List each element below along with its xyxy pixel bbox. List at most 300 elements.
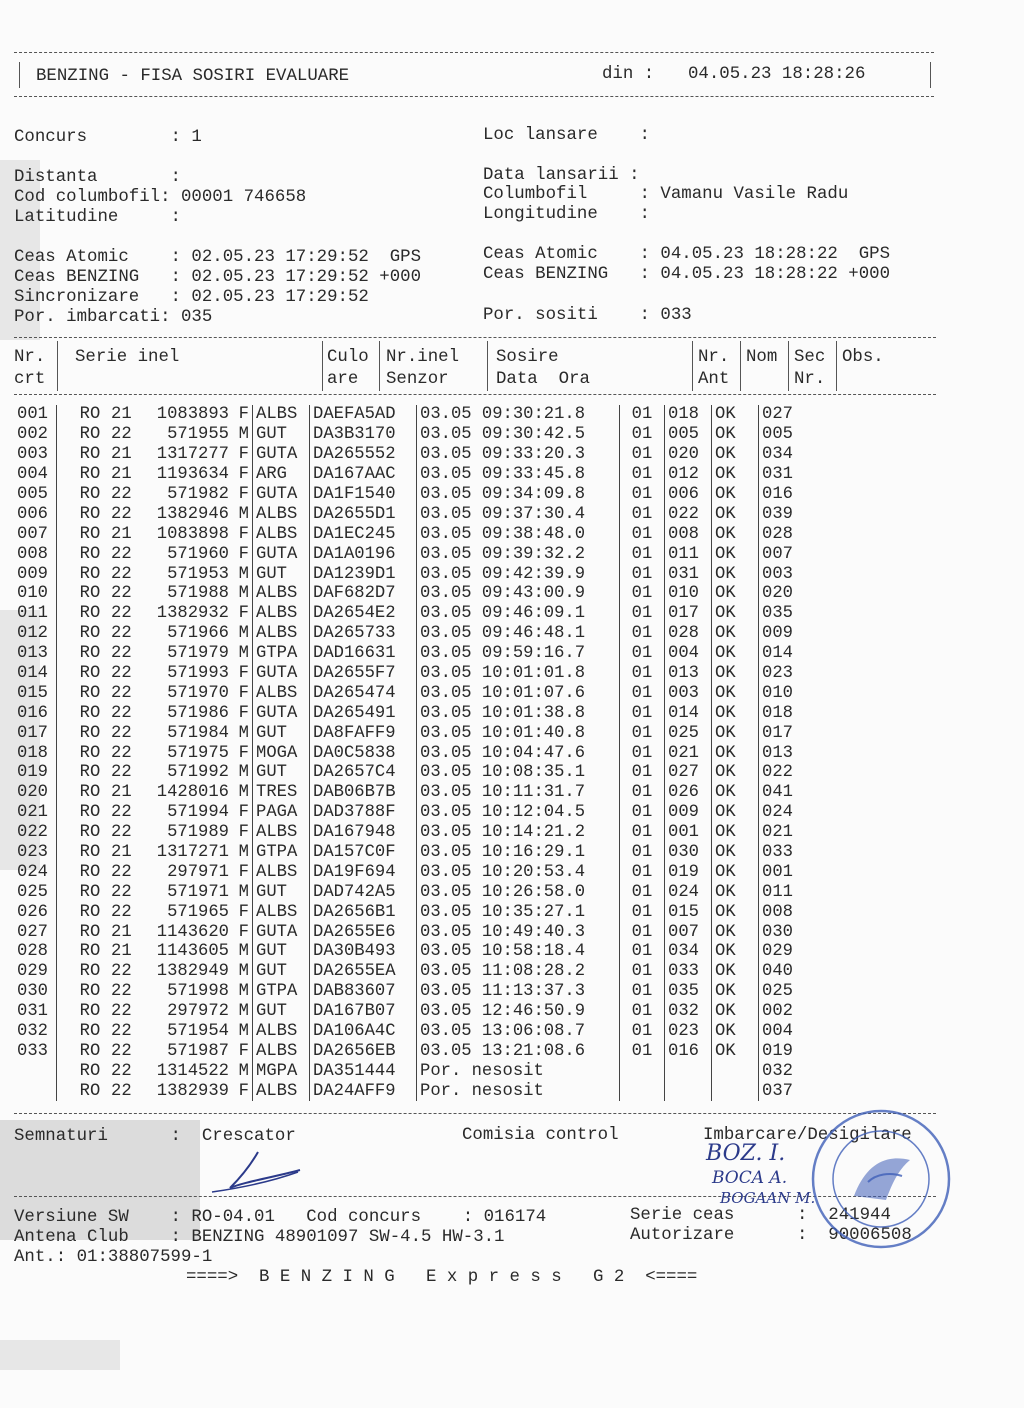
cell-sex: F — [232, 445, 253, 465]
cell-nom: 001 — [665, 823, 712, 843]
cell-antenna: 01 — [620, 882, 665, 902]
cell-obs: 017 — [762, 723, 793, 743]
cell-nom: 011 — [665, 544, 712, 564]
hdr-sep — [788, 341, 789, 391]
col-header-crt: crt — [14, 370, 46, 389]
hdr-sep — [487, 341, 488, 391]
cell-nom: 024 — [665, 882, 712, 902]
cell-row-number: 021 — [14, 803, 57, 823]
header-border-right — [930, 62, 931, 88]
cell-nom: 019 — [665, 862, 712, 882]
cell-section-status: OK — [712, 544, 759, 564]
table-row — [14, 703, 825, 723]
autorizare: Autorizare : 90006508 — [630, 1226, 912, 1245]
cell-ring-country: RO — [79, 405, 101, 425]
cell-ring-country: RO — [79, 664, 101, 684]
cell-ring-year: 22 — [111, 1002, 132, 1022]
cell-color: ALBS — [253, 624, 310, 644]
cell-sex: F — [232, 604, 253, 624]
cell-obs: 002 — [762, 1002, 793, 1022]
columbofil: Columbofil : Vamanu Vasile Radu — [483, 185, 849, 204]
cell-arrival-time: 03.05 10:12:04.5 — [417, 803, 620, 823]
cell-sex: F — [232, 465, 253, 485]
table-row — [14, 982, 825, 1002]
cell-antenna: 01 — [620, 843, 665, 863]
table-row — [14, 624, 825, 644]
cell-section-status: OK — [712, 803, 759, 823]
cell-nom: 022 — [665, 504, 712, 524]
cell-nom: 015 — [665, 902, 712, 922]
handwritten-name-3: BOGAAN M. — [720, 1189, 816, 1207]
cell-ring-country: RO — [79, 544, 101, 564]
cell-ring-number: 1317277 — [156, 445, 229, 465]
cell-ring-country: RO — [79, 524, 101, 544]
cell-obs: 030 — [762, 922, 793, 942]
cell-nom: 031 — [665, 564, 712, 584]
cell-row-number: 030 — [14, 982, 57, 1002]
col-header-nom: Nom — [746, 348, 778, 367]
table-row — [14, 504, 825, 524]
cell-ring-year: 21 — [111, 843, 132, 863]
cell-sensor-id: DA8FAFF9 — [310, 723, 417, 743]
cell-sensor-id: DA167948 — [310, 823, 417, 843]
cell-arrival-time: 03.05 09:33:45.8 — [417, 465, 620, 485]
cell-arrival-time: 03.05 11:08:28.2 — [417, 962, 620, 982]
cell-ring-country: RO — [79, 902, 101, 922]
cell-ring-number: 571993 — [167, 664, 229, 684]
cell-row-number: 010 — [14, 584, 57, 604]
cell-sensor-id: DA19F694 — [310, 862, 417, 882]
cell-ring-country: RO — [79, 982, 101, 1002]
cell-row-number: 003 — [14, 445, 57, 465]
cell-obs: 020 — [762, 584, 793, 604]
cell-nom: 004 — [665, 644, 712, 664]
cell-obs: 029 — [762, 942, 793, 962]
cell-ring-number: 297972 — [167, 1002, 229, 1022]
table-row — [14, 823, 825, 843]
cell-arrival-time: 03.05 09:30:21.8 — [417, 405, 620, 425]
cell-color: PAGA — [253, 803, 310, 823]
cell-nom: 016 — [665, 1042, 712, 1062]
cell-row-number: 009 — [14, 564, 57, 584]
cell-arrival-time: Por. nesosit — [417, 1081, 620, 1101]
cell-sensor-id: DAF682D7 — [310, 584, 417, 604]
cell-ring-number: 571984 — [167, 723, 229, 743]
cell-ring-year: 22 — [111, 862, 132, 882]
cell-sex: F — [232, 862, 253, 882]
cell-obs: 041 — [762, 783, 793, 803]
cell-row-number: 019 — [14, 763, 57, 783]
cell-ring-country: RO — [79, 962, 101, 982]
cell-ring-number: 571988 — [167, 584, 229, 604]
cell-ring-year: 22 — [111, 564, 132, 584]
cell-antenna: 01 — [620, 723, 665, 743]
cell-ring-number: 571970 — [167, 683, 229, 703]
cell-nom: 035 — [665, 982, 712, 1002]
cell-color: ALBS — [253, 504, 310, 524]
cell-nom: 014 — [665, 703, 712, 723]
col-header-obs: Obs. — [842, 348, 884, 367]
cell-sensor-id: DA3B3170 — [310, 425, 417, 445]
cell-section-status: OK — [712, 425, 759, 445]
cell-ring-year: 21 — [111, 465, 132, 485]
cell-ring-number: 1382946 — [156, 504, 229, 524]
cell-arrival-time: 03.05 10:01:07.6 — [417, 683, 620, 703]
cell-arrival-time: 03.05 10:01:38.8 — [417, 703, 620, 723]
cell-row-number: 005 — [14, 485, 57, 505]
cell-color: ALBS — [253, 405, 310, 425]
cell-ring-year: 22 — [111, 723, 132, 743]
cell-section-status: OK — [712, 922, 759, 942]
cell-nom: 030 — [665, 843, 712, 863]
cell-color: GTPA — [253, 843, 310, 863]
cell-ring-year: 21 — [111, 445, 132, 465]
cell-ring-country: RO — [79, 843, 101, 863]
cell-antenna: 01 — [620, 485, 665, 505]
cell-ring-country: RO — [79, 465, 101, 485]
cell-sex: M — [232, 763, 253, 783]
cell-nom: 028 — [665, 624, 712, 644]
cell-sex: M — [232, 882, 253, 902]
cell-ring-number: 1083898 — [156, 524, 229, 544]
cell-row-number: 008 — [14, 544, 57, 564]
cell-ring-number: 571954 — [167, 1022, 229, 1042]
cell-section-status: OK — [712, 862, 759, 882]
cell-ring-number: 1382939 — [156, 1081, 229, 1101]
cell-ring-country: RO — [79, 783, 101, 803]
col-header-are: are — [327, 370, 359, 389]
cell-antenna: 01 — [620, 584, 665, 604]
cell-ring-country: RO — [79, 564, 101, 584]
cell-antenna: 01 — [620, 564, 665, 584]
cell-sensor-id: DAEFA5AD — [310, 405, 417, 425]
scan-shadow — [0, 1340, 120, 1370]
cell-color: ALBS — [253, 1042, 310, 1062]
cell-ring-year: 22 — [111, 982, 132, 1002]
cell-ring-country: RO — [79, 862, 101, 882]
cell-antenna: 01 — [620, 703, 665, 723]
cell-antenna: 01 — [620, 942, 665, 962]
ceas-atomic-start: Ceas Atomic : 02.05.23 17:29:52 GPS — [14, 248, 422, 267]
cell-section-status: OK — [712, 683, 759, 703]
cell-antenna — [620, 1081, 665, 1101]
cell-sensor-id: DA265552 — [310, 445, 417, 465]
table-row — [14, 683, 825, 703]
crescator-signature — [200, 1148, 310, 1198]
cell-sex: M — [232, 425, 253, 445]
cell-sensor-id: DAD742A5 — [310, 882, 417, 902]
cell-sex: F — [232, 823, 253, 843]
cell-ring-country: RO — [79, 743, 101, 763]
cell-arrival-time: 03.05 10:58:18.4 — [417, 942, 620, 962]
antena-id: Ant.: 01:38807599-1 — [14, 1248, 213, 1267]
cell-row-number: 007 — [14, 524, 57, 544]
cell-arrival-time: 03.05 09:38:48.0 — [417, 524, 620, 544]
cell-section-status — [712, 1081, 759, 1101]
cell-nom: 010 — [665, 584, 712, 604]
cell-obs: 028 — [762, 524, 793, 544]
longitudine: Longitudine : — [483, 205, 650, 224]
cell-ring-country: RO — [79, 942, 101, 962]
cell-obs: 008 — [762, 902, 793, 922]
cell-antenna: 01 — [620, 763, 665, 783]
cell-sensor-id: DAB06B7B — [310, 783, 417, 803]
header-border-bottom — [14, 96, 934, 97]
cod-columbofil: Cod columbofil: 00001 746658 — [14, 188, 307, 207]
cell-arrival-time: 03.05 09:39:32.2 — [417, 544, 620, 564]
cell-sensor-id: DA2656B1 — [310, 902, 417, 922]
cell-ring-country: RO — [79, 1061, 101, 1081]
cell-arrival-time: 03.05 10:20:53.4 — [417, 862, 620, 882]
table-row — [14, 1081, 825, 1101]
cell-ring-number: 1143620 — [156, 922, 229, 942]
cell-arrival-time: 03.05 10:14:21.2 — [417, 823, 620, 843]
cell-sex: M — [232, 1002, 253, 1022]
table-row — [14, 882, 825, 902]
cell-obs: 037 — [762, 1081, 793, 1101]
table-header-bottom — [14, 394, 936, 395]
cell-arrival-time: 03.05 09:30:42.5 — [417, 425, 620, 445]
col-header-senzor: Senzor — [386, 370, 449, 389]
cell-ring-number: 571971 — [167, 882, 229, 902]
cell-row-number: 025 — [14, 882, 57, 902]
cell-arrival-time: 03.05 09:59:16.7 — [417, 644, 620, 664]
cell-sensor-id: DA2655D1 — [310, 504, 417, 524]
cell-section-status: OK — [712, 524, 759, 544]
cell-ring-number: 571989 — [167, 823, 229, 843]
cell-sensor-id: DA106A4C — [310, 1022, 417, 1042]
cell-sex: M — [232, 962, 253, 982]
cell-obs: 016 — [762, 485, 793, 504]
cell-section-status: OK — [712, 485, 759, 505]
cell-row-number: 033 — [14, 1042, 57, 1062]
cell-ring-number: 571965 — [167, 902, 229, 922]
cell-sensor-id: DA30B493 — [310, 942, 417, 962]
cell-section-status: OK — [712, 1022, 759, 1042]
cell-section-status: OK — [712, 763, 759, 783]
cell-sex: F — [232, 743, 253, 763]
table-row — [14, 902, 825, 922]
cell-ring-country: RO — [79, 723, 101, 743]
cell-color: GUTA — [253, 485, 310, 505]
cell-antenna: 01 — [620, 664, 665, 684]
cell-color: ALBS — [253, 1081, 310, 1101]
cell-row-number: 002 — [14, 425, 57, 445]
cell-antenna: 01 — [620, 644, 665, 664]
cell-sensor-id: DA265491 — [310, 703, 417, 723]
cell-arrival-time: 03.05 10:08:35.1 — [417, 763, 620, 783]
cell-section-status: OK — [712, 624, 759, 644]
table-row — [14, 1022, 825, 1042]
loc-lansare: Loc lansare : — [483, 126, 650, 145]
cell-color: GUTA — [253, 703, 310, 723]
cell-color: GUT — [253, 723, 310, 743]
report-title: BENZING - FISA SOSIRI EVALUARE — [36, 67, 350, 86]
cell-ring-year: 22 — [111, 823, 132, 843]
cell-color: GUTA — [253, 445, 310, 465]
cell-section-status: OK — [712, 902, 759, 922]
cell-color: GUT — [253, 564, 310, 584]
cell-color: ALBS — [253, 683, 310, 703]
table-row — [14, 405, 825, 425]
cell-antenna: 01 — [620, 962, 665, 982]
table-row — [14, 465, 825, 485]
cell-sensor-id: DA1EC245 — [310, 524, 417, 544]
cell-ring-country: RO — [79, 644, 101, 664]
cell-ring-year: 22 — [111, 504, 132, 524]
cell-row-number: 024 — [14, 862, 57, 882]
cell-row-number: 029 — [14, 962, 57, 982]
cell-obs: 021 — [762, 823, 793, 843]
cell-color: ALBS — [253, 902, 310, 922]
club-stamp — [806, 1104, 956, 1254]
cell-sex: F — [232, 524, 253, 544]
cell-ring-year: 22 — [111, 425, 132, 445]
col-header-sosire: Sosire — [496, 348, 559, 367]
cell-sensor-id: DAD16631 — [310, 644, 417, 664]
cell-ring-year: 22 — [111, 1061, 132, 1081]
cell-nom — [665, 1081, 712, 1101]
semnaturi: Semnaturi : Crescator — [14, 1127, 296, 1146]
cell-sensor-id: DA265474 — [310, 683, 417, 703]
cell-sex: F — [232, 683, 253, 703]
cell-section-status: OK — [712, 445, 759, 465]
cell-ring-year: 22 — [111, 962, 132, 982]
ceas-benzing-end: Ceas BENZING : 04.05.23 18:28:22 +000 — [483, 265, 891, 284]
cell-ring-number: 571998 — [167, 982, 229, 1002]
cell-color: GTPA — [253, 982, 310, 1002]
cell-ring-year: 22 — [111, 584, 132, 604]
cell-ring-country: RO — [79, 1002, 101, 1022]
cell-antenna: 01 — [620, 803, 665, 823]
cell-arrival-time: 03.05 10:04:47.6 — [417, 743, 620, 763]
cell-ring-number: 1382932 — [156, 604, 229, 624]
cell-sensor-id: DA2654E2 — [310, 604, 417, 624]
cell-arrival-time: 03.05 10:01:40.8 — [417, 723, 620, 743]
cell-color: GUT — [253, 1002, 310, 1022]
cell-arrival-time: 03.05 13:21:08.6 — [417, 1042, 620, 1062]
cell-section-status: OK — [712, 942, 759, 962]
table-bottom-rule — [14, 1113, 936, 1114]
cell-arrival-time: 03.05 09:46:09.1 — [417, 604, 620, 624]
cell-ring-number: 571986 — [167, 703, 229, 723]
cell-ring-number: 571955 — [167, 425, 229, 445]
cell-antenna: 01 — [620, 743, 665, 763]
table-row — [14, 723, 825, 743]
cell-ring-year: 22 — [111, 485, 132, 504]
cell-sex: M — [232, 783, 253, 803]
por-sositi: Por. sositi : 033 — [483, 306, 692, 325]
cell-color: ALBS — [253, 862, 310, 882]
cell-obs: 004 — [762, 1022, 793, 1042]
table-row — [14, 803, 825, 823]
cell-sensor-id: DA2655E6 — [310, 922, 417, 942]
cell-color: ALBS — [253, 584, 310, 604]
cell-antenna: 01 — [620, 783, 665, 803]
cell-sex: F — [232, 405, 253, 425]
cell-antenna: 01 — [620, 604, 665, 624]
cell-color: GUT — [253, 425, 310, 445]
table-row — [14, 1002, 825, 1022]
cell-sex: F — [232, 1081, 253, 1101]
cell-obs: 019 — [762, 1041, 793, 1061]
cell-ring-number: 1143605 — [156, 942, 229, 962]
table-row — [14, 524, 825, 544]
cell-antenna: 01 — [620, 1022, 665, 1042]
benzing-brand-line: ====> B E N Z I N G E x p r e s s G 2 <==== — [186, 1268, 698, 1287]
cell-ring-country: RO — [79, 504, 101, 524]
table-row — [14, 644, 825, 664]
cell-section-status: OK — [712, 564, 759, 584]
cell-color: GUT — [253, 882, 310, 902]
cell-antenna: 01 — [620, 982, 665, 1002]
cell-sex: F — [232, 902, 253, 922]
cell-row-number: 014 — [14, 664, 57, 684]
cell-row-number: 028 — [14, 942, 57, 962]
imbarcare-desigilare: Imbarcare/Desigilare — [703, 1126, 912, 1145]
cell-arrival-time: 03.05 13:06:08.7 — [417, 1022, 620, 1042]
cell-ring-country: RO — [79, 823, 101, 843]
serie-ceas: Serie ceas : 241944 — [630, 1206, 891, 1225]
arrivals-table-body — [14, 405, 825, 1101]
cell-section-status: OK — [712, 783, 759, 803]
antena-club: Antena Club : BENZING 48901097 SW-4.5 HW-3.1 — [14, 1228, 505, 1247]
concurs: Concurs : 1 — [14, 128, 202, 147]
cell-obs: 005 — [762, 425, 793, 445]
cell-sex: M — [232, 843, 253, 863]
cell-obs: 022 — [762, 763, 793, 783]
cell-row-number: 023 — [14, 843, 57, 863]
cell-nom: 018 — [665, 405, 712, 425]
cell-color: GUTA — [253, 922, 310, 942]
cell-color: GUT — [253, 962, 310, 982]
cell-ring-country: RO — [79, 445, 101, 465]
cell-ring-number: 1083893 — [156, 405, 229, 425]
cell-nom: 006 — [665, 485, 712, 505]
cell-section-status: OK — [712, 723, 759, 743]
cell-section-status: OK — [712, 843, 759, 863]
cell-ring-country: RO — [79, 1041, 101, 1061]
hdr-sep — [57, 341, 58, 391]
cell-sensor-id: DA167B07 — [310, 1002, 417, 1022]
cell-ring-number: 1314522 — [156, 1061, 229, 1081]
cell-sex: M — [232, 504, 253, 524]
cell-antenna: 01 — [620, 405, 665, 425]
cell-ring-number: 571992 — [167, 763, 229, 783]
cell-ring-number: 571953 — [167, 564, 229, 584]
cell-ring-number: 1317271 — [156, 843, 229, 863]
cell-color: ALBS — [253, 1022, 310, 1042]
cell-sensor-id: DA265733 — [310, 624, 417, 644]
cell-row-number: 004 — [14, 465, 57, 485]
cell-nom: 023 — [665, 1022, 712, 1042]
cell-antenna: 01 — [620, 922, 665, 942]
table-row — [14, 743, 825, 763]
cell-ring-country: RO — [79, 425, 101, 445]
cell-sensor-id: DA24AFF9 — [310, 1081, 417, 1101]
cell-sensor-id: DA1F1540 — [310, 485, 417, 505]
cell-row-number: 016 — [14, 703, 57, 723]
cell-ring-number: 571982 — [167, 485, 229, 504]
cell-sex: M — [232, 1061, 253, 1081]
cell-obs: 010 — [762, 683, 793, 703]
cell-sensor-id: DAD3788F — [310, 803, 417, 823]
col-header-culo: Culo — [327, 348, 369, 367]
cell-sex: M — [232, 644, 253, 664]
cell-arrival-time: 03.05 09:37:30.4 — [417, 504, 620, 524]
col-header-ant: Ant — [698, 370, 730, 389]
table-row — [14, 604, 825, 624]
